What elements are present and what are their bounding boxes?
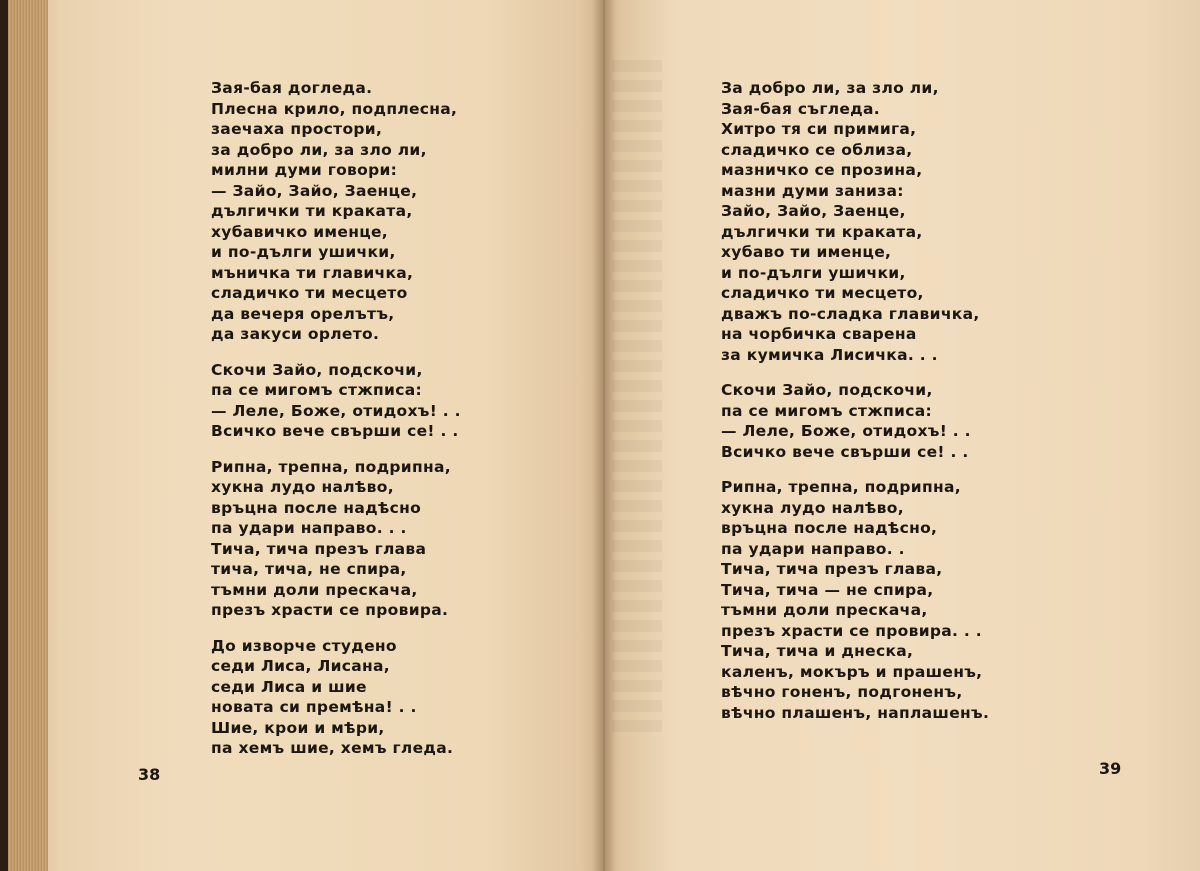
poem-line: Тича, тича — не спира,	[721, 580, 934, 599]
poem-line: връцна после надѣсно	[211, 498, 422, 517]
poem-line: па се мигомъ стжписа:	[721, 401, 932, 420]
page-number: 39	[1099, 759, 1122, 778]
poem-line: хукна лудо налѣво,	[211, 478, 394, 496]
stanza	[721, 477, 1051, 723]
poem-line: дългички ти краката,	[211, 202, 413, 220]
poem-line: тъмни доли прескача,	[211, 580, 418, 599]
stanza	[721, 78, 1051, 365]
poem-line: седи Лиса и шие	[211, 677, 367, 696]
poem-line: заечаха простори,	[211, 120, 383, 138]
poem-line: хубаво ти именце,	[721, 243, 892, 261]
poem-line: сладичко ти месцето	[211, 284, 408, 302]
stanza-gap	[721, 462, 1051, 477]
poem-line: хукна лудо налѣво,	[721, 498, 904, 517]
poem-line: — Зайо, Зайо, Заенце,	[211, 181, 418, 200]
poem-line: милни думи говори:	[211, 161, 398, 179]
left-poem	[211, 78, 541, 759]
poem-line: Шие, крои и мѣри,	[211, 718, 385, 737]
poem-line: вѣчно плашенъ, наплашенъ.	[721, 703, 990, 722]
poem-line: Зая-бая догледа.	[211, 79, 373, 97]
poem-line: па се мигомъ стжписа:	[211, 381, 422, 399]
stanza-gap	[211, 345, 541, 360]
right-poem	[721, 78, 1051, 723]
poem-line: дългички ти краката,	[721, 222, 923, 241]
poem-line: Зайо, Зайо, Заенце,	[721, 202, 906, 220]
page-number: 38	[138, 765, 161, 784]
poem-line: Скочи Зайо, подскочи,	[721, 381, 933, 399]
poem-line: новата си премѣна! . .	[211, 698, 417, 716]
poem-line: па удари направо. .	[721, 539, 905, 558]
right-page	[604, 0, 1200, 871]
poem-line: па хемъ шие, хемъ гледа.	[211, 739, 454, 757]
poem-line: мъничка ти главичка,	[211, 263, 414, 282]
poem-line: па удари направо. . .	[211, 519, 407, 537]
poem-line: презъ храсти се провира. . .	[721, 621, 982, 640]
poem-line: вѣчно гоненъ, подгоненъ,	[721, 683, 963, 701]
poem-line: За добро ли, за зло ли,	[721, 79, 939, 97]
poem-line: Рипна, трепна, подрипна,	[211, 457, 451, 476]
stanza	[721, 380, 1051, 462]
poem-line: презъ храсти се провира.	[211, 601, 449, 619]
poem-line: Тича, тича презъ глава,	[721, 560, 943, 578]
poem-line: Всичко вече свърши се! . .	[211, 422, 459, 440]
poem-line: сладичко се облиза,	[721, 140, 913, 159]
poem-line: хубавичко именце,	[211, 222, 388, 241]
poem-line: и по-дълги ушички,	[211, 243, 396, 261]
poem-line: мазничко се прозина,	[721, 161, 923, 179]
poem-line: тича, тича, не спира,	[211, 560, 407, 578]
poem-line: мазни думи заниза:	[721, 181, 904, 200]
stanza	[211, 636, 541, 759]
poem-line: Тича, тича презъ глава	[211, 539, 427, 558]
stanza	[211, 360, 541, 442]
poem-line: Плесна крило, подплесна,	[211, 99, 458, 118]
poem-line: да закуси орлето.	[211, 325, 380, 343]
poem-line: сладичко ти месцето,	[721, 284, 924, 302]
poem-line: тъмни доли прескача,	[721, 601, 928, 619]
poem-line: Хитро тя си примига,	[721, 120, 917, 138]
poem-line: да вечеря орелътъ,	[211, 304, 395, 323]
stanza	[211, 457, 541, 621]
poem-line: връцна после надѣсно,	[721, 519, 938, 537]
stanza-gap	[211, 442, 541, 457]
poem-line: за добро ли, за зло ли,	[211, 140, 427, 159]
poem-line: за кумичка Лисичка. . .	[721, 345, 938, 364]
poem-line: и по-дълги ушички,	[721, 263, 906, 282]
show-through-texture	[612, 60, 662, 740]
poem-line: — Леле, Боже, отидохъ! . .	[721, 422, 971, 440]
poem-line: Зая-бая съгледа.	[721, 99, 880, 118]
poem-line: — Леле, Боже, отидохъ! . .	[211, 401, 461, 420]
stanza	[211, 78, 541, 345]
poem-line: Рипна, трепна, подрипна,	[721, 478, 961, 496]
book-edge	[0, 0, 8, 871]
poem-line: дважъ по-сладка главичка,	[721, 304, 980, 323]
poem-line: седи Лиса, Лисана,	[211, 657, 390, 675]
stanza-gap	[721, 365, 1051, 380]
poem-line: Тича, тича и днеска,	[721, 642, 914, 660]
stanza-gap	[211, 621, 541, 636]
poem-line: каленъ, мокъръ и прашенъ,	[721, 662, 983, 681]
poem-line: Скочи Зайо, подскочи,	[211, 360, 423, 379]
poem-line: на чорбичка сварена	[721, 325, 917, 343]
poem-line: До изворче студено	[211, 636, 397, 655]
poem-line: Всичко вече свърши се! . .	[721, 442, 969, 461]
